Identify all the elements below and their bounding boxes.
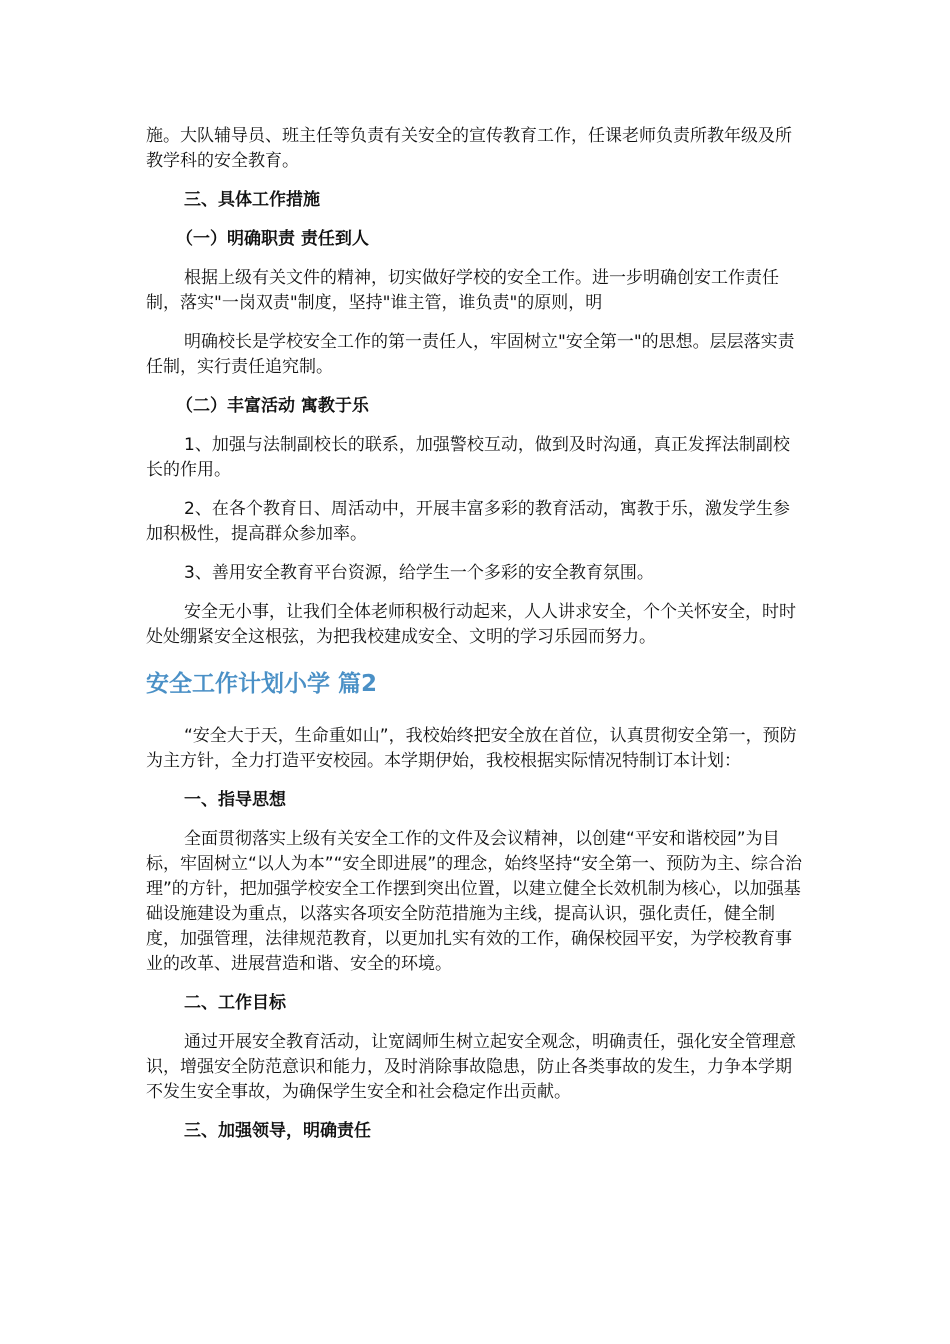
intro-paragraph: “安全大于天，生命重如山”，我校始终把安全放在首位，认真贯彻安全第一，预防为主方针，全力打造平安校园。本学期伊始，我校根据实际情况特制订本计划： [146,726,797,771]
paragraph: 明确校长是学校安全工作的第一责任人，牢固树立"安全第一"的思想。层层落实责任制，实行责任追究制。 [146,332,795,377]
paragraph: 根据上级有关文件的精神，切实做好学校的安全工作。进一步明确创安工作责任制，落实"一岗双责"制度，坚持"谁主管，谁负责"的原则，明 [146,268,779,313]
subheading-activities: （二）丰富活动 寓教于乐 [176,396,369,416]
closing-paragraph: 安全无小事，让我们全体老师积极行动起来，人人讲求安全，个个关怀安全，时时处处绷紧安全这根弦，为把我校建成安全、文明的学习乐园而努力。 [146,602,796,647]
heading-leadership: 三、加强领导，明确责任 [184,1121,371,1141]
document-body [146,124,806,1158]
list-item: 1、加强与法制副校长的联系，加强警校互动，做到及时沟通，真正发挥法制副校长的作用。 [146,435,790,480]
list-item: 3、善用安全教育平台资源，给学生一个多彩的安全教育氛围。 [184,563,654,583]
continued-paragraph: 施。大队辅导员、班主任等负责有关安全的宣传教育工作，任课老师负责所教年级及所教学科的安全教育。 [146,126,792,171]
paragraph: 全面贯彻落实上级有关安全工作的文件及会议精神，以创建“平安和谐校园”为目标，牢固树立“以人为本”“安全即进展”的理念，始终坚持“安全第一、预防为主、综合治理”的方针，把加强学校安全工作摆到突出位置，以建立健全长效机制为核心，以加强基础设施建设为重点，以落实各项安全防范措施为主线，提高认识，强化责任，健全制度，加强管理，法律规范教育，以更加扎实有效的工作，确保校园平安，为学校教育事业的改革、进展营造和谐、安全的环境。 [146,829,803,974]
section-title: 安全工作计划小学 篇2 [146,671,378,697]
heading-guiding-thought: 一、指导思想 [184,790,286,810]
paragraph: 通过开展安全教育活动，让宽阔师生树立起安全观念，明确责任，强化安全管理意识，增强安全防范意识和能力，及时消除事故隐患，防止各类事故的发生，力争本学期不发生安全事故，为确保学生安全和社会稳定作出贡献。 [146,1032,796,1102]
heading-work-goals: 二、工作目标 [184,993,286,1013]
subheading-responsibility: （一）明确职责 责任到人 [176,229,369,249]
heading-measures: 三、具体工作措施 [184,190,320,210]
list-item: 2、在各个教育日、周活动中，开展丰富多彩的教育活动，寓教于乐，激发学生参加积极性，提高群众参加率。 [146,499,790,544]
